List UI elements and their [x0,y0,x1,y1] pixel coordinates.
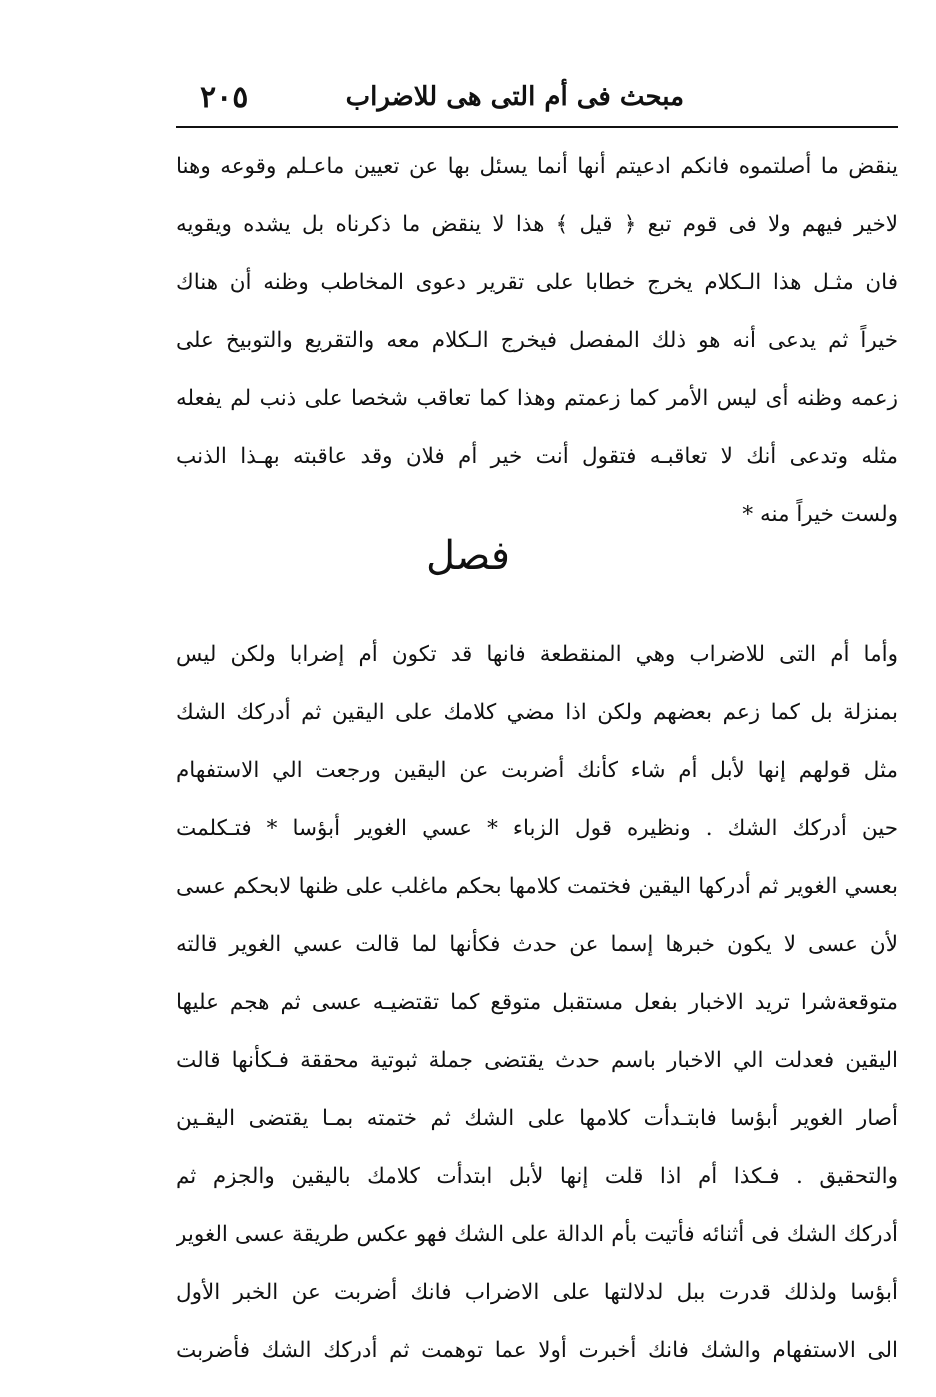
text-line: مثله وتدعى أنك لا تعاقبـه فتقول أنت خير أم فلان وقد عاقبته بهـذا الذنب [176,444,898,469]
text-line: خيراً ثم يدعى أنه هو ذلك المفصل فيخرج الـكلام معه والتقريع والتوبيخ على [176,328,898,353]
text-line: الى الاستفهام والشك فانك أخبرت أولا عما توهمت ثم أدركك الشك فأضربت [176,1338,898,1363]
paragraph-2 [176,626,898,1380]
text-line: أصار الغوير أبؤسا فابتـدأت كلامها على الشك ثم ختمته بمـا يقتضى اليقـين [176,1106,898,1131]
section-heading: فصل [425,533,511,579]
text-line: لاخير فيهم ولا فى قوم تبع ﴿ قيل ﴾ هذا لا ينقض ما ذكرناه بل يشده ويقويه [176,212,898,237]
text-line: والتحقيق . فـكذا أم اذا قلت إنها لأبل ابتدأت كلامك باليقين والجزم ثم [176,1164,898,1189]
text-line: حين أدركك الشك . ونظيره قول الزباء * عسي الغوير أبؤسا * فتـكلمت [176,816,898,841]
paragraph-1 [176,138,898,544]
text-line: ولست خيراً منه * [742,502,898,527]
text-line: أدركك الشك فى أثنائه فأتيت بأم الدالة على الشك فهو عكس طريقة عسى الغوير [176,1222,898,1247]
text-line: اليقين فعدلت الي الاخبار باسم حدث يقتضى جملة ثبوتية محققة فـكأنها قالت [176,1048,898,1073]
text-line: ينقض ما أصلتموه فانكم ادعيتم أنها أنما يسئل بها عن تعيين ماعـلم وقوعه وهنا [176,154,898,179]
text-line: فان مثـل هذا الـكلام يخرج خطابا على تقرير دعوى المخاطب وظنه أن هناك [176,270,898,295]
text-line: بمنزلة بل كما زعم بعضهم ولكن اذا مضي كلامك على اليقين ثم أدركك الشك [176,700,898,725]
text-line: مثل قولهم إنها لأبل أم شاء كأنك أضربت عن اليقين ورجعت الي الاستفهام [176,758,898,783]
text-line: وأما أم التى للاضراب وهي المنقطعة فانها قد تكون أم إضرابا ولكن ليس [176,642,898,667]
text-line: أبؤسا ولذلك قدرت ببل لدلالتها على الاضراب فانك أضربت عن الخبر الأول [176,1280,898,1305]
text-line: بعسي الغوير ثم أدركها اليقين فختمت كلامها بحكم ماغلب على ظنها لابحكم عسى [176,874,898,899]
page-header [176,80,898,128]
text-line: متوقعةشرا تريد الاخبار بفعل مستقبل متوقع كما تقتضيـه عسى ثم هجم عليها [176,990,898,1015]
text-line: لأن عسى لا يكون خبرها إسما عن حدث فكأنها لما قالت عسي الغوير قالته [176,932,898,957]
page-number: ٢٠٥ [200,80,249,115]
running-title: مبحث فى أم التى هى للاضراب [345,82,684,112]
text-line: زعمه وظنه أى ليس الأمر كما زعمتم وهذا كما تعاقب شخصا على ذنب لم يفعله [176,386,898,411]
